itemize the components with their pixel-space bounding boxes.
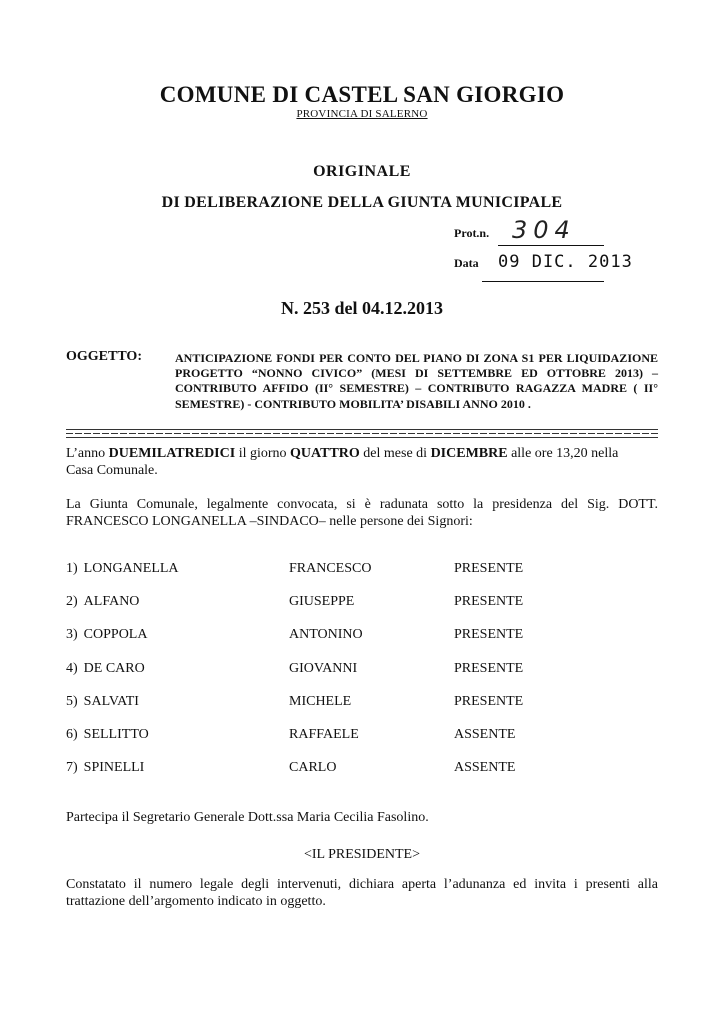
intro-month: DICEMBRE: [430, 446, 508, 461]
member-name: [66, 694, 139, 710]
member-status: ASSENTE: [454, 760, 516, 776]
protocol-number-row: [454, 216, 654, 244]
member-index: 6): [66, 727, 78, 742]
secretary-line: Partecipa il Segretario Generale Dott.ssa Maria Cecilia Fasolino.: [66, 810, 429, 825]
member-row: [66, 561, 626, 581]
member-first-name: CARLO: [289, 760, 337, 776]
intro-text-1: L’anno: [66, 446, 106, 461]
session-paragraph: La Giunta Comunale, legalmente convocata, si è radunata sotto la presidenza del Sig. DOTT. FRANCESCO LONGANELLA –SINDACO– nelle persone dei Signori:: [66, 497, 658, 529]
member-first-name: GIUSEPPE: [289, 594, 355, 610]
member-index: 3): [66, 627, 78, 643]
protocol-number-handwritten: 304: [512, 216, 576, 244]
protocol-date-row: [454, 252, 654, 272]
intro-line: [66, 445, 658, 462]
member-name: [66, 594, 139, 610]
member-status: PRESENTE: [454, 627, 524, 643]
member-index: 4): [66, 660, 78, 676]
oggetto-label: OGGETTO:: [66, 349, 142, 364]
oggetto-text: ANTICIPAZIONE FONDI PER CONTO DEL PIANO DI ZONA S1 PER LIQUIDAZIONE PROGETTO “NONNO CIVICO” (MESI DI SETTEMBRE ED OTTOBRE 2013) – CONTRIBUTO AFFIDO (II° SEMESTRE) – CONTRIBUTO RAGAZZA MADRE ( II° SEMESTRE) - CONTRIBUTO MOBILITA’ DISABILI ANNO 2010 .: [175, 351, 658, 411]
conclusion-paragraph: Constatato il numero legale degli intervenuti, dichiara aperta l’adunanza ed invita i presenti alla trattazione dell’argomento indicato in oggetto.: [66, 877, 658, 909]
member-index: 7): [66, 760, 78, 776]
separator-line: [66, 429, 658, 438]
intro-text-4: alle ore 13,20 nella: [511, 446, 619, 461]
member-status: ASSENTE: [454, 727, 516, 742]
province-subtitle: PROVINCIA DI SALERNO: [296, 108, 428, 120]
date-stamp: 09 DIC. 2013: [498, 252, 633, 272]
member-status: PRESENTE: [454, 693, 524, 709]
member-row: [66, 627, 626, 647]
member-status: PRESENTE: [454, 594, 524, 610]
member-first-name: GIOVANNI: [289, 660, 358, 676]
member-row: [66, 727, 626, 747]
member-index: 1): [66, 561, 78, 576]
member-name: [66, 760, 144, 776]
municipality-title: COMUNE DI CASTEL SAN GIORGIO: [159, 82, 565, 107]
member-first-name: MICHELE: [289, 693, 352, 709]
member-last-name: ALFANO: [83, 594, 140, 610]
member-name: [66, 727, 149, 743]
member-row: [66, 594, 626, 614]
date-underline: [482, 281, 604, 282]
member-last-name: SELLITTO: [83, 727, 149, 742]
member-last-name: DE CARO: [83, 660, 145, 676]
member-name: [66, 561, 179, 577]
member-name: [66, 661, 145, 677]
member-last-name: COPPOLA: [83, 627, 148, 643]
member-status: PRESENTE: [454, 561, 524, 576]
member-row: [66, 760, 626, 780]
deliberation-number: N. 253 del 04.12.2013: [281, 298, 443, 318]
intro-text-3: del mese di: [363, 446, 428, 461]
document-subtitle: DI DELIBERAZIONE DELLA GIUNTA MUNICIPALE: [161, 194, 563, 211]
intro-year: DUEMILATREDICI: [108, 446, 236, 461]
intro-day: QUATTRO: [290, 446, 360, 461]
member-first-name: FRANCESCO: [289, 561, 372, 576]
member-name: [66, 627, 147, 643]
intro-line-2: Casa Comunale.: [66, 463, 158, 478]
member-first-name: ANTONINO: [289, 627, 363, 643]
member-last-name: SALVATI: [83, 693, 139, 709]
member-last-name: SPINELLI: [83, 760, 145, 776]
member-row: [66, 661, 626, 681]
protocol-label: Prot.n.: [454, 226, 490, 240]
protocol-underline: [498, 245, 604, 246]
member-status: PRESENTE: [454, 660, 524, 676]
date-label: Data: [454, 256, 479, 270]
member-index: 2): [66, 594, 78, 610]
member-index: 5): [66, 693, 78, 709]
president-heading: <IL PRESIDENTE>: [304, 847, 420, 862]
document-type: ORIGINALE: [313, 163, 411, 180]
intro-text-2: il giorno: [238, 446, 287, 461]
member-first-name: RAFFAELE: [289, 727, 359, 742]
member-row: [66, 694, 626, 714]
member-last-name: LONGANELLA: [83, 561, 179, 576]
